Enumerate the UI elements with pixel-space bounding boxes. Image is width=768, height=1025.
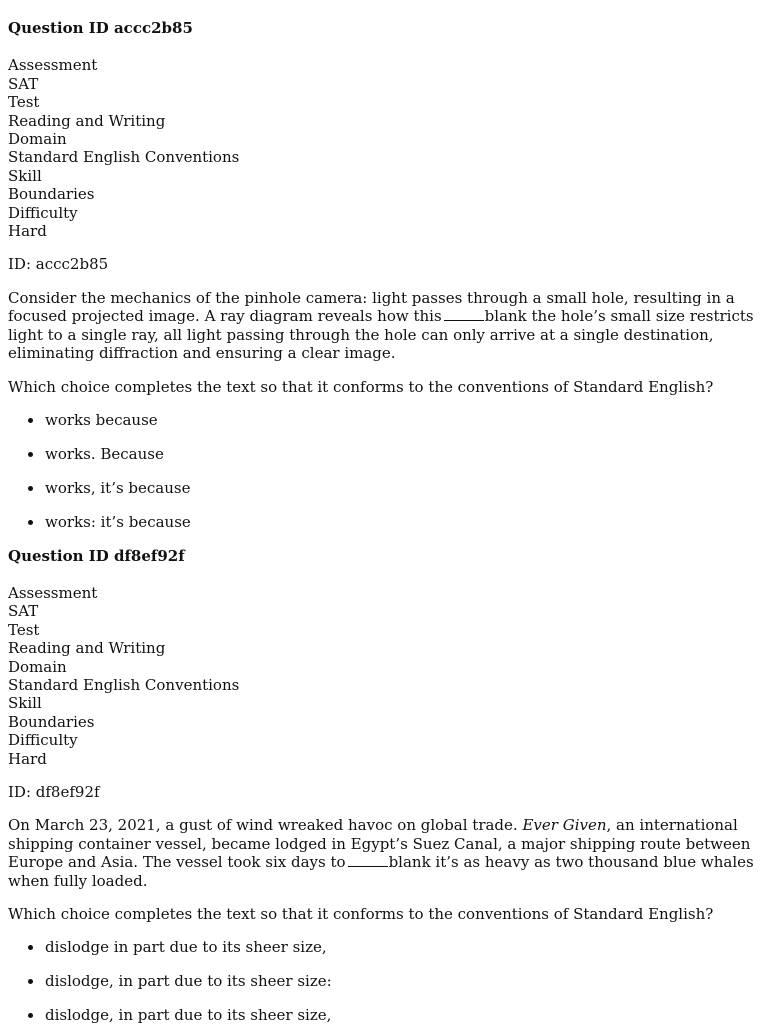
meta-label-skill: Skill [8,166,42,185]
question-metadata [8,584,760,768]
meta-label-skill: Skill [8,694,42,713]
bullet-icon [28,1013,33,1018]
answer-choice-text: dislodge in part due to its sheer size, [45,938,327,957]
passage-italic-title: Ever Given [522,816,607,835]
answer-choice-text: works because [45,410,158,429]
meta-label-test: Test [8,620,40,639]
question-block [8,19,760,531]
meta-value-assessment: SAT [8,74,39,93]
bullet-icon [28,452,33,457]
meta-value-assessment: SAT [8,602,39,621]
answer-choice[interactable] [28,938,760,956]
answer-choice-text: dislodge, in part due to its sheer size: [45,972,332,991]
answer-choice-text: works. Because [45,444,164,463]
answer-choice[interactable] [28,513,760,531]
passage-text-middle: , an international shipping container vessel, became lodged in Egypt’s Suez Canal, a major shipping route between Europe and Asia. The vessel took six days to [8,816,751,872]
meta-label-assessment: Assessment [8,56,98,75]
question-block [8,547,760,1025]
passage-text-after: blank it’s as heavy as two thousand blue whales when fully loaded. [8,853,754,890]
passage-text-before: Consider the mechanics of the pinhole camera: light passes through a small hole, resulting in a focused projected image. A ray diagram reveals how this [8,288,735,326]
meta-value-difficulty: Hard [8,749,47,768]
bullet-icon [28,486,33,491]
answer-choice-text: dislodge, in part due to its sheer size, [45,1006,332,1025]
question-header: Question ID df8ef92f [8,546,185,565]
bullet-icon [28,979,33,984]
meta-label-test: Test [8,93,40,112]
answer-choice[interactable] [28,972,760,990]
question-metadata [8,56,760,240]
question-prompt: Which choice completes the text so that it conforms to the conventions of Standard English? [8,377,714,396]
question-passage [8,289,760,363]
question-header: Question ID accc2b85 [8,19,193,37]
answer-choices [8,411,760,531]
meta-label-difficulty: Difficulty [8,731,78,750]
meta-label-assessment: Assessment [8,583,98,602]
meta-value-skill: Boundaries [8,712,95,731]
answer-choice-text: works: it’s because [45,512,191,531]
bullet-icon [28,945,33,950]
answer-choice[interactable] [28,1006,760,1024]
bullet-icon [28,520,33,525]
question-passage [8,816,760,890]
answer-choice[interactable] [28,479,760,497]
meta-value-difficulty: Hard [8,222,47,241]
meta-value-test: Reading and Writing [8,111,166,130]
bullet-icon [28,418,33,423]
answer-blank [348,854,388,867]
passage-text-before: On March 23, 2021, a gust of wind wreaked havoc on global trade. [8,816,518,835]
question-id-line: ID: df8ef92f [8,783,100,801]
question-prompt: Which choice completes the text so that it conforms to the conventions of Standard English? [8,905,714,924]
meta-label-difficulty: Difficulty [8,203,78,222]
passage-text-after: blank the hole’s small size restricts light to a single ray, all light passing through the hole can only arrive at a single destination, eliminating diffraction and ensuring a clear image. [8,307,754,363]
answer-blank [444,308,484,321]
answer-choices [8,938,760,1024]
meta-value-skill: Boundaries [8,185,95,204]
question-id-line: ID: accc2b85 [8,255,109,274]
answer-choice[interactable] [28,445,760,463]
meta-value-domain: Standard English Conventions [8,148,240,167]
answer-choice[interactable] [28,411,760,429]
meta-value-domain: Standard English Conventions [8,675,240,694]
answer-choice-text: works, it’s because [45,478,191,497]
meta-label-domain: Domain [8,657,67,676]
meta-value-test: Reading and Writing [8,639,166,658]
meta-label-domain: Domain [8,130,67,149]
